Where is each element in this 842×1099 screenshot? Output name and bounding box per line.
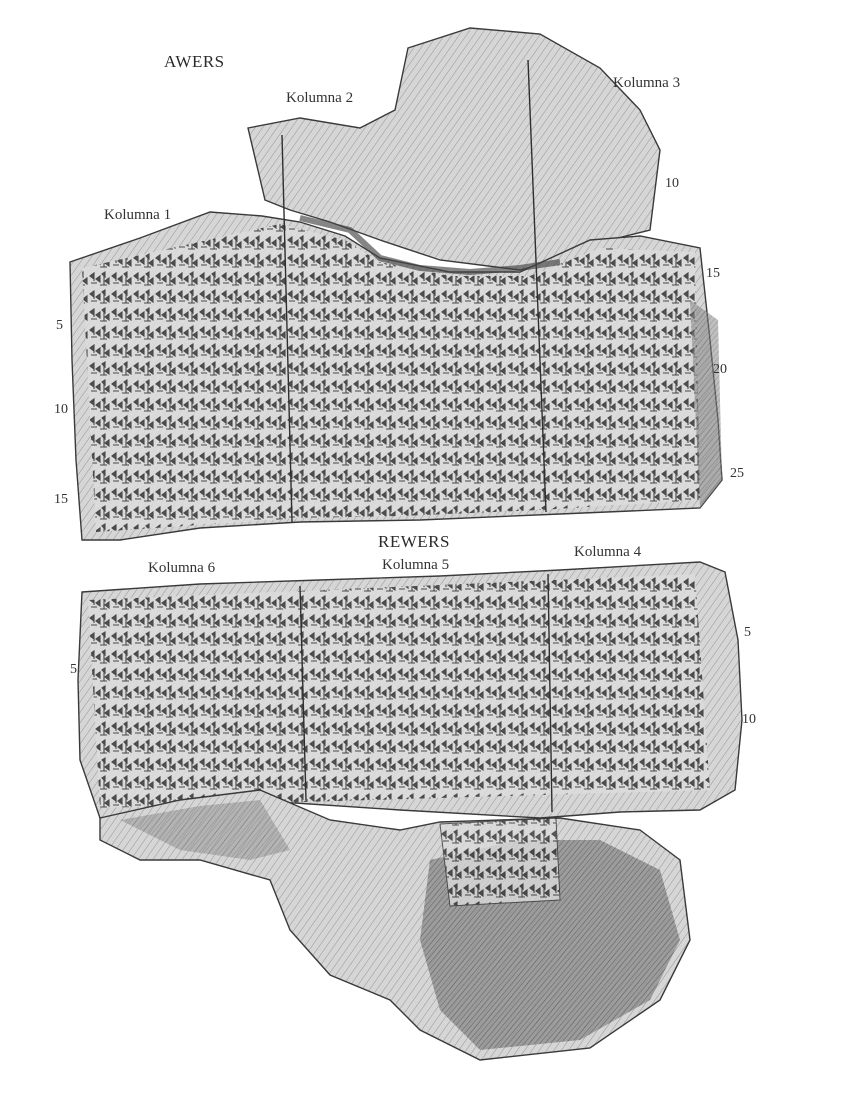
obverse-right-line-10: 10 bbox=[665, 176, 679, 191]
reverse-tablet bbox=[78, 562, 742, 1060]
obverse-column-3-label: Kolumna 3 bbox=[613, 75, 681, 91]
obverse-column-1-label: Kolumna 1 bbox=[104, 207, 172, 223]
reverse-right-line-5: 5 bbox=[744, 625, 751, 640]
obverse-right-line-25: 25 bbox=[730, 466, 744, 481]
obverse-title: AWERS bbox=[164, 52, 225, 71]
reverse-column-6-label: Kolumna 6 bbox=[148, 560, 216, 576]
reverse-right-line-10: 10 bbox=[742, 712, 756, 727]
obverse-left-line-10: 10 bbox=[54, 402, 68, 417]
reverse-title: REWERS bbox=[378, 532, 450, 551]
reverse-column-5-label: Kolumna 5 bbox=[382, 557, 450, 573]
obverse-tablet bbox=[70, 28, 722, 540]
obverse-right-line-15: 15 bbox=[706, 266, 720, 281]
obverse-left-line-15: 15 bbox=[54, 492, 68, 507]
reverse-left-line-5: 5 bbox=[70, 662, 77, 677]
obverse-left-line-5: 5 bbox=[56, 318, 63, 333]
obverse-right-line-20: 20 bbox=[713, 362, 727, 377]
reverse-column-4-label: Kolumna 4 bbox=[574, 544, 642, 560]
obverse-column-2-label: Kolumna 2 bbox=[286, 90, 354, 106]
